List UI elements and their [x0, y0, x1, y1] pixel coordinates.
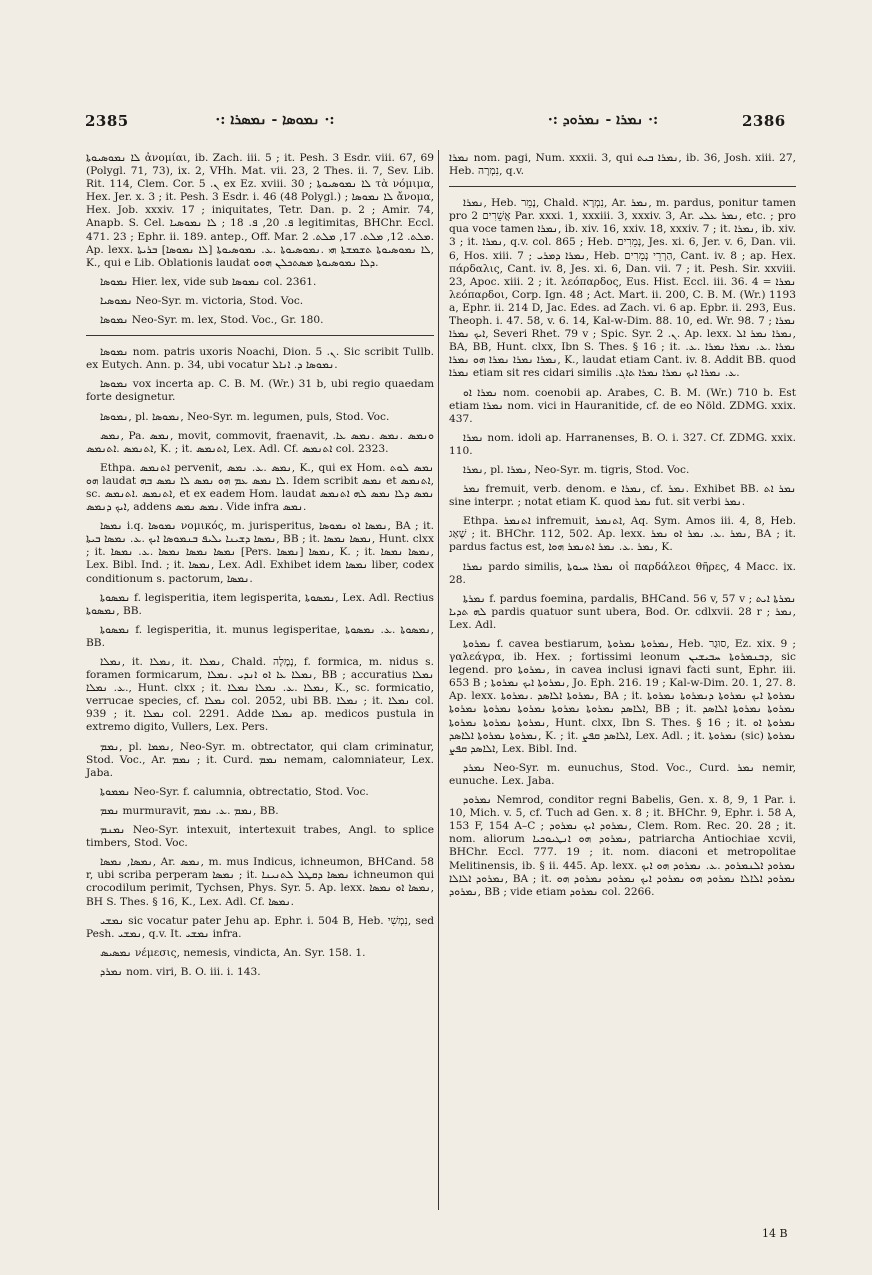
dictionary-entry: ܢܡܘܣܝܐ Neo-Syr. m. victoria, Stod. Voc.: [100, 294, 304, 307]
dictionary-entry: ܢܡܘܣܐ, pl. ܢܡܘܣܐ, Neo-Syr. m. legumen, puls, Stod. Voc.: [100, 410, 390, 423]
left-running-title: :· ܢܡܘܣܐ - ܢܡܣܪܐ :·: [215, 112, 335, 128]
dictionary-entry: ܢܡܪܕ Neo-Syr. m. eunuchus, Stod. Voc., Curd. ܢܡܪ nemir, eunuche. Lex. Jaba.: [449, 761, 796, 787]
dictionary-entry: ܢܡܫܝ sic vocatur pater Jehu ap. Ephr. i. 504 B, Heb. נִמְשִׁי, sed Pesh. ܢܡܫܝ, q.v. It. ܢܡܫܝ infra.: [86, 914, 434, 940]
right-running-title: :· ܢܡܪܐ - ܢܡܪܘܕ :·: [547, 112, 659, 128]
dictionary-entry: ܢܡܪܐ, Heb. נָמֵר, Chald. נִמְרָא, Ar. ܢܡܪ, m. pardus, ponitur tamen pro אֲשֵׁרִים 2 Par. xxxi. 1, xxxiii. 3, xxxiv. 3, Ar. ܢܡܪ ܥܠܝ, etc. ; pro qua voce tamen ܢܡܪܐ, ib. xiv. 16, xxiv. 18, xxxiv. 7 ; it. ܢܡܪܐ, ib. xiv. 3 ; it. ܢܡܪܐ, q.v. col. 865 ; Heb. נְמֵרִים, Jes. xi. 6, Jer. v. 6, Dan. vii. 6, Hos. xiii. 7 ; ܢܡܪܐ ܕܡܪܝ, Heb. הַרְרֵי נְמֵרִים, Cant. iv. 8 ; ap. Hex. πάρδαλις, Cant. iv. 8, Jes. xi. 6, Dan. vii. 7 ; it. Pesh. Sir. xxviii. 23, Apoc. xiii. 2 ; it. λεόπαρδος, Eus. Hist. Eccl. iii. 36. 4 = ܢܡܪܐ λεόπαρδοι, Corp. Ign. 48 ; Act. Mart. ii. 200, C. B. M. (Wr.) 1193 a, Ephr. ii. 214 D, Jac. Edes. ad Zach. vi. 6 ap. Epbr. ii. 293, Eus. Theoph. i. 47. 58, v. 6. 14, Kal-w-Dim. 88. 10, ed. Wr. 98. 7 ; ܢܡܪܐ ܐܝܟ ܢܡܪܐ, Severi Rhet. 79 v ; Spic. Syr. ܢ. 2. Ap. lexx. ܢܡܪܐ ܢܡܪ ܐܠ, BA, BB, Hunt. clxx, Ibn S. Thes. § 16 ; it. ܢܡܪܐ .ܥ. ܢܡܪܐ ܢܡܪܐ .ܥ. ܢܡܪܐ ܢܡܪܐ ܢܡܪܐ ܗܘ ܢܡܪܐ, K., laudat etiam Cant. iv. 8. Addit BB. quod ܢܡܪܐ etiam sit res cidari similis .ܥ. ܢܡܪܐ ܐܝܟ ܢܡܪܐ ܢܡܪܐ ܬܐܓ.: [449, 197, 797, 380]
dictionary-entry: ܢܡܣܘܬܐ f. legisperitia, item legisperita, ܢܡܣܘܬܐ, Lex. Adl. Rectius ܢܡܣܘܬܐ, BB.: [86, 591, 434, 617]
left-page-number: 2385: [85, 112, 129, 130]
left-column: [86, 152, 434, 985]
dictionary-entry: ܢܡܪܐ pardo similis, ܢܡܪܐ ܚܝܘܬܐ οἱ παρδάλεοι θῆρες, 4 Macc. ix. 28.: [449, 560, 796, 586]
dictionary-entry: ܠܐ ܢܡܘܣܝܘܬܐ ἀνομίαι, ib. Zach. iii. 5 ; it. Pesh. 3 Esdr. viii. 67, 69 (Polygl. 71, 73), ix. 2, VHh. Mat. vii. 23, 2 Thes. ii. 7, Sev. Lib. Rit. 114, Clem. Cor. ܢ. 5 ex Ez. xviii. 30 ; ܠܐ ܢܡܘܣܝܘܬܐ τὰ νόμιμα, Hex. Jer. x. 3 ; it. Pesh. 3 Esdr. i. 46 (48 Polygl.) ; ܠܐ ܢܡܘܣܐ ἄνομα, Hex. Job. xxxiv. 17 ; iniquitates, Tetr. Dan. p. 2 ; Amir. 74, Anapb. S. Cel. ܦ. 20, ܦ. 18 ; ܠܐ ܢܡܘܣܝܐ legitimitas, BHChr. Eccl. 471. 23 ; Ephr. ii. 189. antep., Off. Mar. ܡܠܬ. 12, ܡܠܬ. 17, ܡܠܬ. 2. Ap. lexx. ܠܐ ܢܡܘܣܝܘܬܐ ܬܫܡܫܬܐ ܗܝ .ܢܡܘܣܝܘܬܐ .ܥ. ܢܡܘܣܝܘܬܐ [ܠܐ ܢܡܘܣܐ] ܒܪܝܬܐ, K., qui e Lib. Oblationis laudat ܕܠܐ ܢܡܘܣܝܘܬܐ ܡܣܬܟܠܢ ܗܘܘ.: [86, 152, 435, 269]
dictionary-entry: ܢܡܡ murmuravit, ܢܡܡ .ܥ. ܢܡܡ, BB.: [100, 804, 279, 817]
dictionary-entry: ܢܡܣ, Pa. ܢܡܣ, movit, commovit, fraenavit, ܘܢܡܣ .ܢܡܣ .ܢܡܣ ܥܐ. ܐܬܢܡܣ .ܐܬܢܡܣ, K. ; it. ܐܬܢܡܣ, Lex. Adl. Cf. ܐܬܢܡܣ col. 2323.: [86, 429, 434, 455]
signature-mark: 14 B: [762, 1227, 788, 1240]
dictionary-entry: ܢܡܪܕ nom. viri, B. O. iii. i. 143.: [100, 965, 261, 978]
dictionary-entry: ܢܡܪܐ, pl. ܢܡܪܐ, Neo-Syr. m. tigris, Stod. Voc.: [463, 463, 690, 476]
right-page-number: 2386: [742, 112, 786, 130]
section-rule: [449, 186, 796, 187]
section-rule: [86, 335, 434, 336]
dictionary-entry: ܢܡܠܐ, it. ܢܡܠܐ, it. ܢܡܠܐ, Chald. נְמָלָה, f. formica, m. nidus s. foramen formicarum, ܢܡܠܐ ܥܐ ܐܘ ܐܢܕܝ .ܢܡܠܐ, BB ; accuratius ܢܡܠܐ .ܥ. ܢܡܠܐ, Hunt. clxx ; it. ܢܡܠܐ .ܥ. ܢܡܠܐ ܢܡܠܐ, K., sc. formicatio, verrucae species, cf. ܢܡܠܐ col. 2052, ubi BB. ܢܡܠܐ ; it. ܢܡܠܐ col. 939 ; it. ܢܡܠܐ col. 2291. Adde ܢܡܠܐ ap. medicos pustula in extremo digito, Vullers, Lex. Pers.: [86, 656, 435, 734]
dictionary-entry: ܢܡܣܐ, ܢܡܣܐ, Ar. ܢܡܣ, m. mus Indicus, ichneumon, BHCand. 58 r, ubi scriba perperam ܢܡܣܐ ; it. ܢܡܣܐ ܕܩܛܠ ܠܬܢܝܢܐ ichneumon qui crocodilum perimit, Tychsen, Phys. Syr. 5. Ap. lexx. ܢܡܣܐ ܐܘ ܢܡܣܐ, BH S. Thes. § 16, K., Lex. Adl. Cf. ܢܡܣܐ.: [86, 856, 434, 908]
dictionary-entry: ܢܡܪܐ nom. pagi, Num. xxxii. 3, qui ܢܡܪܐ ܒܝܬ, ib. 36, Josh. xiii. 27, Heb. נִמְרָה, q.v.: [449, 152, 797, 178]
dictionary-entry: Ethpa. ܐܬܢܡܣ pervenit, ܢܡܣ .ܥ. ܢܡܣ, K., qui ex Hom. ܢܡܣ ܠܘܬ ܗܘ laudat ܠܐ ܢܡܣ ܥܡ ܗܘ ܢܡܣ ܠܐ ܢܡܣ ܒܗ. Idem scribit ܢܡܣ et ܐܬܢܡܣ, sc. ܐܬܢܡܣ .ܐܬܢܡܣ, et ex eadem Hom. laudat ܢܡܣ ܕܠܐ ܢܡܣ ܠܗ ܐܬܢܡܣ ܐܝܟ ܕܢܡܣ, addens ܢܡܣ ܢܡܣ. Vide infra ܢܡܣ.: [86, 461, 435, 514]
dictionary-entry: ܢܡܣܐ i.q. ܢܡܘܣܐ νομικός, m. jurisperitus, ܢܡܣܐ ܐܘ ܢܡܘܣܐ, BA ; it. ܢܡܣܐ ܕܫܝܢܐ ܝܠܝܦ ܒܢܡܘܣܐ ܐܝܟ .ܥ. ܢܡܣܐ ܒܝܬܐ, BB ; it. ܢܡܣܐ ܢܡܣܐ, Hunt. clxx ; it. ܢܡܣܐ ܢܡܣܐ ܢܡܣܐ .ܥ. ܢܡܣܐ [Pers. ܢܡܣܐ] ܢܡܣܐ, K. ; it. ܢܡܣܐ ܢܡܣܐ, Lex. Bibl. Ind. ; it. ܢܡܣܐ, Lex. Adl. Exhibet idem ܢܡܣܐ liber, codex conditionum s. pactorum, ܢܡܣܐ.: [86, 520, 435, 585]
dictionary-entry: ܢܡܘܣܐ vox incerta ap. C. B. M. (Wr.) 31 b, ubi regio quaedam forte designetur.: [86, 378, 434, 404]
dictionary-entry: ܢܡܣܝܣ νέμεσις, nemesis, vindicta, An. Syr. 158. 1.: [100, 946, 366, 959]
dictionary-entry: ܢܡܪ fremuit, verb. denom. e ܢܡܪܐ, cf. ܢܡܪ. Exhibet BB. ܢܡܪ ܐܬ sine interpr. ; notat etiam K. quod ܢܡܪ fut. sit verbi ܢܡܪ.: [449, 483, 797, 509]
dictionary-entry: ܢܡܡ, pl. ܢܡܡܐ, Neo-Syr. m. obtrectator, qui clam criminatur, Stod. Voc., Ar. ܢܡܡ ; it. Curd. ܢܡܡ nemam, calomniateur, Lex. Jaba.: [86, 740, 434, 779]
dictionary-entry: ܢܡܪܬܐ f. pardus foemina, pardalis, BHCand. 56 v, 57 v ; ܢܡܪܬܐ ܐܝܬ ܠܗ ܬܕܝܐ pardis quatuor sunt ubera, Bod. Or. cdlxvii. 28 r ; ܢܡܪ, Lex. Adl.: [449, 592, 796, 631]
dictionary-entry: ܢܡܪܐ ܐܘ nom. coenobii ap. Arabes, C. B. M. (Wr.) 710 b. Est etiam ܢܡܪܐ nom. vici in Hauranitide, cf. de eo Nöld. ZDMG. xxix. 437.: [449, 386, 796, 425]
dictionary-entry: ܢܡܢܡ Neo-Syr. intexuit, intertexuit trabes, Angl. to splice timbers, Stod. Voc.: [86, 824, 434, 850]
dictionary-entry: ܢܡܘܣܐ nom. patris uxoris Noachi, Dion. ܢ. 5. Sic scribit Tullb. ex Eutych. Ann. p. 34, ubi vocatur ܢܡܘܣܐ ܕ. ܐܢܐܠ.: [86, 346, 434, 372]
dictionary-entry: ܢܡܪܘܬܐ f. cavea bestiarum, ܢܡܪܘܬܐ ܢܡܪܘܬܐ, Heb. סוּגַר, Ez. xix. 9 ; γαλεάγρα, ib. Hex. ; fortissimi leonum ܕܒܢܡܪܘܬܐ ܚܒܝܫܝܢ, sic legend. pro ܢܡܪܘܬܐ, in cavea inclusi ignavi facti sunt, Ephr. iii. 653 B ; ܢܡܪܘܬܐ ܐܝܟ ܢܡܪܘܬܐ, Jo. Eph. 216. 19 ; Kal-w-Dim. 20. 1, 27. 8. Ap. lexx. ܢܡܪܘܬܐ ܐܠܐܣܕ .ܢܡܪܘܬܐ, BA ; it. ܢܡܪܘܬܐ ܐܝܟ ܢܡܪܘܬܐ ܕܢܡܪܘܬܐ ܢܡܪܘܬܐ ܐܠܐܣܕ ܢܡܪܘܬܐ ܢܡܪܘܬܐ ܢܡܪܘܬܐ ܢܡܪܘܬܐ ܢܡܪܘܬܐ, BB ; it. ܢܡܪܘܬܐ ܢܡܪܘܬܐ ܐܠܐܣܕ ܢܡܪܘܬܐ ܢܡܪܘܬܐ ܢܡܪܘܬܐ, Hunt. clxx, Ibn S. Thes. § 16 ; it. ܢܡܪܘܬܐ ܐܘ ܢܡܪܘܬܐ ܢܡܪܘܬܐ ܐܠܐܣܕ, K. ; it. ܐܠܐܣܕ ܩܦܨ, Lex. Adl. ; it. ܢܡܪܘܬܐ (sic) ܢܡܪܘܬܐ ܐܠܐܣܕ ܩܦܨ, Lex. Bibl. Ind.: [449, 638, 797, 755]
dictionary-entry: ܢܡܣܘܬܐ f. legisperitia, it. munus legisperitae, ܢܡܣܘܬܐ .ܥ. ܢܡܣܘܬܐ, BB.: [86, 623, 434, 649]
dictionary-entry: ܢܡܘܣܐ Neo-Syr. m. lex, Stod. Voc., Gr. 180.: [100, 314, 324, 327]
dictionary-entry: ܢܡܪܐ nom. idoli ap. Harranenses, B. O. i. 327. Cf. ZDMG. xxix. 110.: [449, 431, 796, 457]
dictionary-entry: Ethpa. ܐܬܢܡܪ infremuit, ܐܬܢܡܪ, Aq. Sym. Amos iii. 4, 8, Heb. שָׁאַג ; it. BHChr. 112, 502. Ap. lexx. ܢܡܪ .ܥ. ܢܡܪ ܐܘ ܢܡܪ, BA ; it. pardus factus est, ܢܡܪ .ܥ. ܢܡܪ ܐܬܢܡܪ ܗܘܐ, K.: [449, 515, 796, 554]
dictionary-entry: ܢܡܘܣܐ Hier. lex, vide sub ܢܡܘܣܐ col. 2361.: [100, 275, 317, 288]
running-header: [0, 112, 872, 134]
dictionary-entry: ܢܡܪܘܕ Nemrod, conditor regni Babelis, Gen. x. 8, 9, 1 Par. i. 10, Mich. v. 5, cf. Tuch ad Gen. x. 8 ; it. BHChr. 9, Ephr. i. 58 A, 153 F, 154 A–C ; ܢܡܪܘܕ ܐܝܟ ܢܡܪܘܕ, Clem. Rom. Rec. 20. 28 ; it. nom. aliorum ܢܡܪܘܕ ܗܘ ܐܢܛܝܘܟܝܐ, patriarcha Antiochiae xcvii, BHChr. Eccl. 777. 19 ; it. nom. diaconi et metropolitae Melitinensis, ib. § ii. 445. Ap. lexx. ܢܡܪܘܕ ܐܠܢܡܪܘܕ .ܥ. ܢܡܪܘܕ ܗܘ ܐܝܟ ܢܡܪܘܕ ܐܠܐܠܐ, BA ; it. ܢܡܪܘܕ ܐܠܐܠܐ ܢܡܪܘܕ ܗܘ ܢܡܪܘܕ ܐܝܟ ܢܡܪܘܕ ܢܡܪܘܕ ܗܘ ܢܡܪܘܕ, BB ; vide etiam ܢܡܪܘܕ col. 2266.: [449, 794, 797, 898]
column-divider: [438, 150, 439, 1210]
dictionary-entry: ܢܡܡܘܬܐ Neo-Syr. f. calumnia, obtrectatio, Stod. Voc.: [100, 785, 369, 798]
right-column: [449, 152, 796, 905]
